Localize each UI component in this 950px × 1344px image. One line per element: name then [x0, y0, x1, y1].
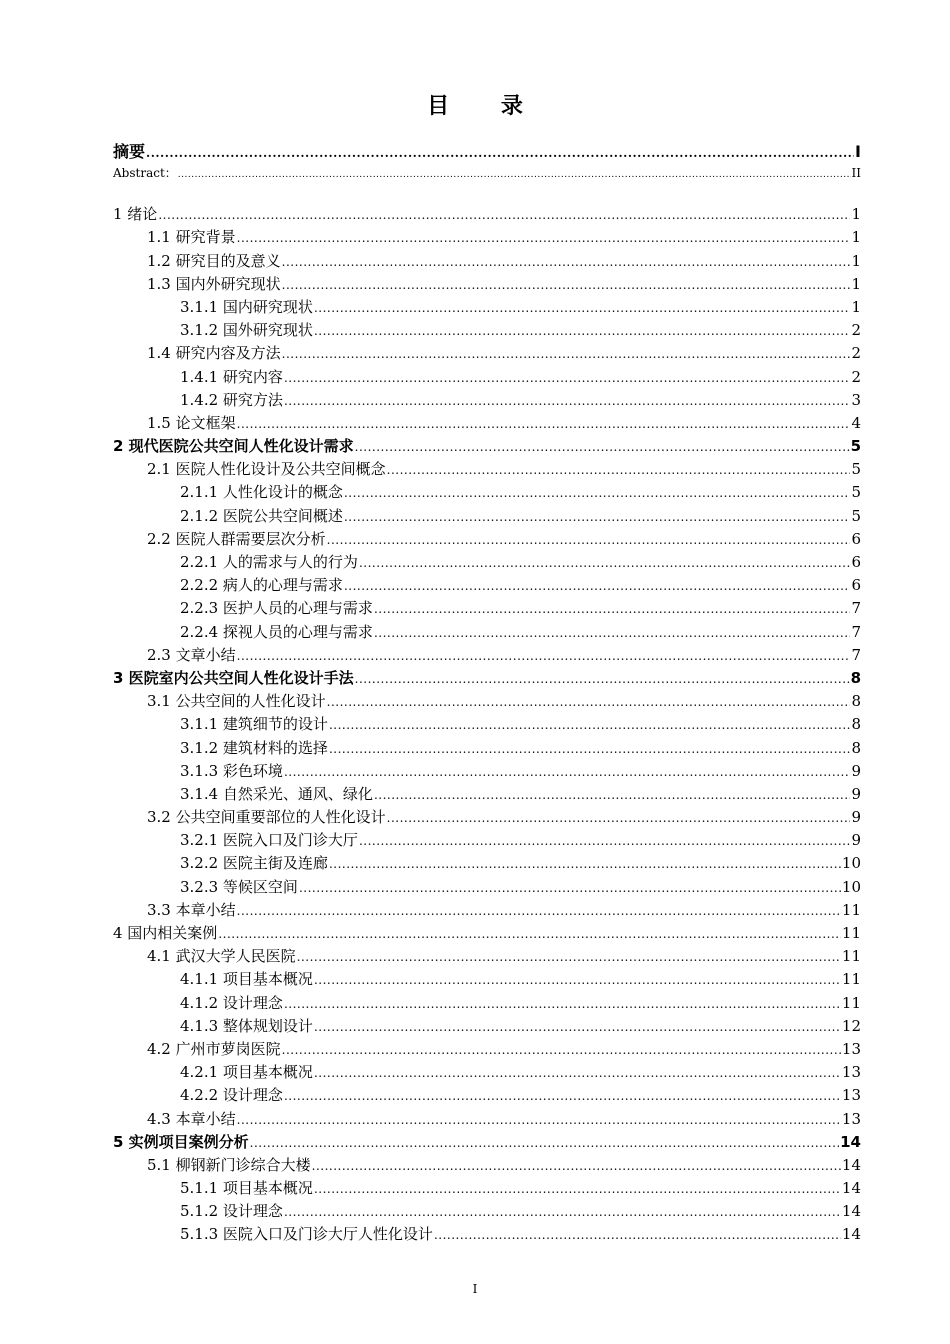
toc-entry-page-number: 11: [841, 970, 861, 989]
toc-entry-page-number: 8: [851, 715, 861, 734]
toc-entry-page-number: 14: [841, 1179, 861, 1198]
toc-entry-page-number: 13: [841, 1109, 861, 1128]
dot-leader: [374, 598, 851, 621]
toc-entry-label: 摘要: [113, 142, 146, 161]
toc-entry-page-number: 1: [851, 297, 861, 316]
toc-entry-label: 1.4.1 研究内容: [180, 367, 283, 386]
toc-entry[interactable]: [113, 319, 861, 342]
toc-entry-page-number: 9: [851, 784, 861, 803]
toc-entry-label: 3.1 公共空间的人性化设计: [147, 692, 326, 711]
toc-entry-label: Abstract：: [113, 166, 177, 181]
toc-entry[interactable]: [113, 296, 861, 319]
toc-entry-page-number: 1: [851, 251, 861, 270]
dot-leader: [237, 413, 851, 436]
toc-entry[interactable]: [113, 551, 861, 574]
dot-leader: [329, 738, 851, 761]
toc-entry-page-number: 13: [841, 1063, 861, 1082]
toc-entry-label: 3.1.2 国外研究现状: [180, 321, 313, 340]
toc-entry-label: 2.2.2 病人的心理与需求: [180, 576, 343, 595]
dot-leader: [329, 853, 841, 876]
toc-entry-label: 4.1 武汉大学人民医院: [147, 947, 296, 966]
toc-entry-label: 4.1.3 整体规划设计: [180, 1016, 313, 1035]
toc-entry[interactable]: [113, 1177, 861, 1200]
toc-entry-label: 1.2 研究目的及意义: [147, 251, 281, 270]
toc-entry-label: 4.2.1 项目基本概况: [180, 1063, 313, 1082]
toc-entry[interactable]: [113, 852, 861, 875]
toc-entry[interactable]: [113, 1131, 861, 1154]
toc-entry-label: 4.3 本章小结: [147, 1109, 236, 1128]
toc-entry-label: 3.1.2 建筑材料的选择: [180, 738, 328, 757]
toc-entry-label: 5.1.1 项目基本概况: [180, 1179, 313, 1198]
toc-entry-page-number: 2: [851, 344, 861, 363]
dot-leader: [314, 1178, 841, 1201]
toc-entry-page-number: 14: [841, 1225, 861, 1244]
toc-entry-page-number: 13: [841, 1039, 861, 1058]
toc-entry-label: 1.1 研究背景: [147, 228, 236, 247]
toc-entry-label: 1.5 论文框架: [147, 413, 236, 432]
toc-entry-page-number: 10: [841, 854, 861, 873]
toc-entry-page-number: 14: [840, 1132, 861, 1151]
toc-entry-label: 2.2.3 医护人员的心理与需求: [180, 599, 373, 618]
toc-entry-label: 3.2.3 等候区空间: [180, 877, 298, 896]
toc-entry-label: 2.2.1 人的需求与人的行为: [180, 553, 358, 571]
page-title: 目 录: [427, 94, 545, 119]
toc-entry[interactable]: [113, 1154, 861, 1177]
toc-entry-page-number: II: [851, 166, 861, 181]
dot-leader: [282, 343, 851, 366]
toc-entry[interactable]: [113, 783, 861, 806]
toc-entry-page-number: 6: [851, 553, 861, 571]
toc-entry-page-number: 1: [851, 274, 861, 293]
dot-leader: [284, 761, 851, 784]
toc-entry[interactable]: [113, 899, 861, 922]
dot-leader: [314, 320, 851, 343]
toc-entry-page-number: 7: [851, 622, 861, 641]
toc-entry-label: 4.2 广州市萝岗医院: [147, 1039, 281, 1058]
toc-entry-page-number: 10: [841, 877, 861, 896]
toc-entry-page-number: 6: [851, 529, 861, 548]
dot-leader: [146, 142, 854, 165]
dot-leader: [314, 969, 841, 992]
page-number: I: [472, 1282, 478, 1296]
toc-entry-page-number: 6: [851, 576, 861, 595]
toc-entry[interactable]: [113, 250, 861, 273]
dot-leader: [344, 575, 851, 598]
toc-entry[interactable]: [113, 737, 861, 760]
toc-entry-label: 4.1.1 项目基本概况: [180, 970, 313, 989]
toc-entry-page-number: 8: [851, 738, 861, 757]
toc-entry[interactable]: [113, 366, 861, 389]
dot-leader: [237, 900, 841, 923]
dot-leader: [250, 1132, 839, 1155]
toc-entry-label: 2.1 医院人性化设计及公共空间概念: [147, 460, 386, 479]
toc-entry-page-number: 11: [841, 900, 861, 919]
dot-leader: [374, 784, 851, 807]
toc-entry[interactable]: [113, 1038, 861, 1061]
toc-entry[interactable]: [113, 389, 861, 412]
toc-entry-page-number: 9: [851, 808, 861, 827]
toc-entry-label: 2 现代医院公共空间人性化设计需求: [113, 437, 354, 456]
toc-entry-page-number: 12: [841, 1016, 861, 1035]
dot-leader: [297, 946, 841, 969]
dot-leader: [344, 506, 851, 529]
toc-entry-page-number: 2: [851, 367, 861, 386]
dot-leader: [314, 297, 851, 320]
toc-entry-label: 3.1.1 建筑细节的设计: [180, 715, 328, 734]
toc-entry-label: 1.4 研究内容及方法: [147, 344, 281, 363]
toc-entry[interactable]: [113, 203, 861, 226]
dot-leader: [434, 1224, 841, 1247]
toc-entry-page-number: 9: [851, 761, 861, 780]
dot-leader: [284, 1201, 841, 1224]
toc-entry-label: 3.2.1 医院入口及门诊大厅: [180, 831, 358, 850]
dot-leader: [329, 714, 851, 737]
toc-entry[interactable]: [113, 458, 861, 481]
toc-entry-label: 2.1.1 人性化设计的概念: [180, 483, 343, 502]
toc-entry[interactable]: [113, 226, 861, 249]
toc-entry[interactable]: [113, 1084, 861, 1107]
toc-entry-label: 1.4.2 研究方法: [180, 390, 283, 409]
toc-entry-label: 3.1.4 自然采光、通风、绿化: [180, 784, 373, 803]
toc-entry[interactable]: [113, 806, 861, 829]
dot-leader: [282, 274, 851, 297]
dot-leader: [359, 552, 851, 575]
toc-entry[interactable]: [113, 1061, 861, 1084]
dot-leader: [284, 390, 851, 413]
dot-leader: [359, 830, 851, 853]
dot-leader: [387, 807, 851, 830]
toc-entry-label: 3.1.1 国内研究现状: [180, 297, 313, 316]
toc-entry-label: 4 国内相关案例: [113, 924, 218, 942]
toc-entry-page-number: 8: [850, 668, 861, 687]
toc-entry-label: 3 医院室内公共空间人性化设计手法: [113, 668, 354, 687]
toc-entry[interactable]: [113, 597, 861, 620]
dot-leader: [312, 1155, 841, 1178]
toc-entry-label: 3.2 公共空间重要部位的人性化设计: [147, 808, 386, 827]
dot-leader: [327, 529, 851, 552]
toc-entry-label: 4.2.2 设计理念: [180, 1086, 283, 1105]
toc-entry-page-number: 2: [851, 321, 861, 340]
toc-entry-label: 5.1.2 设计理念: [180, 1202, 283, 1221]
toc-entry-page-number: 4: [851, 413, 861, 432]
toc-entry[interactable]: [113, 273, 861, 296]
dot-leader: [284, 993, 841, 1016]
toc-entry[interactable]: [113, 644, 861, 667]
toc-entry[interactable]: [113, 1015, 861, 1038]
toc-entry[interactable]: [113, 1223, 861, 1246]
dot-leader: [327, 691, 851, 714]
toc-entry-page-number: 5: [850, 437, 861, 456]
toc-entry[interactable]: [113, 992, 861, 1015]
toc-entry-page-number: 7: [851, 645, 861, 664]
toc-entry[interactable]: [113, 829, 861, 852]
toc-entry-page-number: 11: [841, 993, 861, 1012]
dot-leader: [314, 1016, 841, 1039]
dot-leader: [344, 482, 851, 505]
toc-entry[interactable]: [113, 435, 861, 458]
toc-entry-page-number: 8: [851, 692, 861, 711]
dot-leader: [387, 459, 851, 482]
toc-entry[interactable]: [113, 412, 861, 435]
toc-entry[interactable]: [113, 713, 861, 736]
toc-entry-label: 3.3 本章小结: [147, 900, 236, 919]
dot-leader: [284, 1085, 841, 1108]
toc-entry-page-number: 7: [851, 599, 861, 618]
dot-leader: [158, 204, 850, 227]
toc-entry[interactable]: [113, 342, 861, 365]
toc-entry-label: 5.1.3 医院入口及门诊大厅人性化设计: [180, 1225, 433, 1244]
toc-entry[interactable]: [113, 574, 861, 597]
toc-entry-page-number: 9: [851, 831, 861, 850]
dot-leader: [282, 251, 851, 274]
toc-entry[interactable]: [113, 922, 861, 945]
toc-entry-label: 2.1.2 医院公共空间概述: [180, 506, 343, 525]
dot-leader: [178, 165, 851, 185]
toc-entry[interactable]: [113, 945, 861, 968]
toc-entry-label: 2.2.4 探视人员的心理与需求: [180, 622, 373, 641]
table-of-contents: [113, 140, 861, 1247]
toc-entry-label: 4.1.2 设计理念: [180, 993, 283, 1012]
toc-entry-page-number: 5: [851, 506, 861, 525]
toc-entry[interactable]: [113, 163, 861, 183]
dot-leader: [355, 436, 850, 459]
toc-entry-page-number: 1: [851, 205, 861, 224]
toc-entry-page-number: 5: [851, 460, 861, 479]
dot-leader: [374, 622, 851, 645]
dot-leader: [284, 367, 851, 390]
toc-entry-label: 3.1.3 彩色环境: [180, 761, 283, 780]
toc-entry-page-number: 5: [851, 483, 861, 502]
toc-entry-page-number: 11: [841, 947, 861, 966]
toc-entry[interactable]: [113, 505, 861, 528]
toc-entry[interactable]: [113, 481, 861, 504]
toc-entry-label: 1 绪论: [113, 205, 158, 224]
toc-entry[interactable]: [113, 1108, 861, 1131]
toc-entry[interactable]: [113, 140, 861, 163]
toc-entry-page-number: 11: [841, 924, 861, 942]
toc-entry[interactable]: [113, 667, 861, 690]
toc-entry-page-number: 13: [841, 1086, 861, 1105]
dot-leader: [237, 645, 851, 668]
toc-entry-label: 1.3 国内外研究现状: [147, 274, 281, 293]
toc-entry[interactable]: [113, 690, 861, 713]
toc-entry[interactable]: [113, 621, 861, 644]
dot-leader: [237, 227, 851, 250]
toc-entry-page-number: 3: [851, 390, 861, 409]
toc-entry-label: 3.2.2 医院主街及连廊: [180, 854, 328, 873]
toc-entry[interactable]: [113, 528, 861, 551]
toc-entry-label: 2.2 医院人群需要层次分析: [147, 529, 326, 548]
toc-entry[interactable]: [113, 1200, 861, 1223]
toc-entry-label: 5.1 柳钢新门诊综合大楼: [147, 1155, 311, 1174]
toc-entry-page-number: I: [855, 142, 861, 161]
dot-leader: [314, 1062, 841, 1085]
dot-leader: [282, 1039, 841, 1062]
toc-entry[interactable]: [113, 968, 861, 991]
toc-entry-label: 5 实例项目案例分析: [113, 1132, 249, 1151]
dot-leader: [218, 923, 841, 946]
toc-entry-label: 2.3 文章小结: [147, 645, 236, 664]
toc-entry-page-number: 14: [841, 1202, 861, 1221]
dot-leader: [299, 877, 841, 900]
toc-entry[interactable]: [113, 876, 861, 899]
toc-entry[interactable]: [113, 760, 861, 783]
toc-entry-page-number: 14: [841, 1155, 861, 1174]
dot-leader: [237, 1109, 841, 1132]
toc-entry-page-number: 1: [851, 228, 861, 247]
dot-leader: [355, 668, 850, 691]
